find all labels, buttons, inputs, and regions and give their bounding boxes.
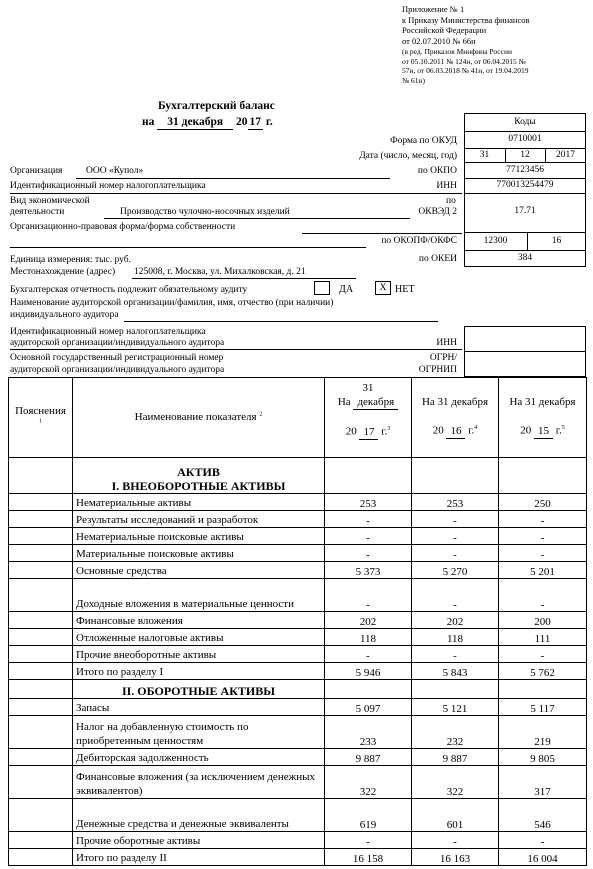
value-cell: - [325, 579, 412, 612]
value-cell [412, 680, 499, 699]
audit-mandatory-label: Бухгалтерская отчетность подлежит обязательному аудиту [10, 285, 248, 295]
org-value: ООО «Купол» [86, 166, 144, 176]
table-row [9, 579, 587, 612]
notes-cell [9, 562, 73, 579]
value-cell [499, 458, 587, 494]
notes-cell [9, 716, 73, 749]
section-asset-title: АКТИВ [177, 465, 220, 479]
value-cell: - [499, 579, 587, 612]
auditor-inn-label: Идентификационный номер налогоплательщика [10, 327, 206, 337]
table-row [9, 629, 587, 646]
appendix-edit-line: (в ред. Приказов Минфина России [402, 47, 512, 56]
okud-value: 0710001 [508, 134, 542, 145]
notes-cell [9, 699, 73, 716]
value-cell: 118 [325, 629, 412, 646]
auditor-ogrn-label-2: аудиторской организации/индивидуального аудитора [10, 365, 225, 375]
value-cell: - [412, 545, 499, 562]
unit-label: Единица измерения: тыс. руб. [10, 255, 131, 265]
value-cell: 601 [412, 799, 499, 832]
notes-cell [9, 749, 73, 766]
value-cell: 322 [412, 766, 499, 799]
auditor-name-label: Наименование аудиторской организации/фамилия, имя, отчество (при наличии) [10, 298, 334, 308]
date-month: 12 [520, 149, 530, 160]
notes-cell [9, 458, 73, 494]
table-row [9, 699, 587, 716]
value-cell: 5 843 [412, 663, 499, 680]
okud-label: Форма по ОКУД [390, 136, 457, 146]
value-cell: 5 097 [325, 699, 412, 716]
appendix-edit-line: от 05.10.2011 № 124н, от 06.04.2015 № [402, 56, 526, 66]
address-value: 125008, г. Москва, ул. Михалковская, д. 21 [134, 267, 306, 277]
value-cell [325, 680, 412, 699]
value-cell: - [499, 511, 587, 528]
okei-value: 384 [517, 253, 533, 264]
notes-cell [9, 646, 73, 663]
table-row [9, 545, 587, 562]
value-cell: - [412, 646, 499, 663]
address-label: Местонахождение (адрес) [10, 267, 116, 277]
row-label: Итого по разделу I [73, 663, 325, 680]
row-label: Денежные средства и денежные эквиваленты [73, 799, 325, 832]
table-row [9, 528, 587, 545]
value-cell: 322 [325, 766, 412, 799]
notes-cell [9, 799, 73, 832]
value-cell: 619 [325, 799, 412, 832]
row-label: Нематериальные поисковые активы [73, 528, 325, 545]
okfs-value: 16 [551, 235, 562, 246]
value-cell: 250 [499, 494, 587, 511]
value-cell: 9 887 [325, 749, 412, 766]
value-cell: - [412, 528, 499, 545]
inn-label: Идентификационный номер налогоплательщика [10, 181, 206, 191]
org-label: Организация [10, 166, 63, 176]
row-label: Материальные поисковые активы [73, 545, 325, 562]
audit-yes-checkbox[interactable] [314, 281, 330, 295]
notes-cell [9, 579, 73, 612]
col-prev-header: На 31 декабря 20 16 г.$^4$ [412, 378, 499, 458]
legal-form-label: Организационно-правовая форма/форма собственности [10, 222, 236, 232]
table-row [9, 663, 587, 680]
ogrn-code-label-2: ОГРНИП [418, 365, 457, 375]
value-cell: - [325, 646, 412, 663]
value-cell: 16 004 [499, 849, 587, 866]
notes-cell [9, 511, 73, 528]
col-name-header: Наименование показателя $^2$ [73, 378, 325, 458]
value-cell: 219 [499, 716, 587, 749]
table-row [9, 612, 587, 629]
okved-prefix: по [446, 196, 456, 206]
value-cell [325, 458, 412, 494]
value-cell: 16 158 [325, 849, 412, 866]
auditor-name-label-2: индивидуального аудитора [10, 310, 119, 320]
row-label: Дебиторская задолженность [73, 749, 325, 766]
value-cell: 5 270 [412, 562, 499, 579]
table-row [9, 832, 587, 849]
table-row [9, 799, 587, 832]
row-label: Запасы [73, 699, 325, 716]
table-row [9, 766, 587, 799]
section-1-title: I. ВНЕОБОРОТНЫЕ АКТИВЫ [111, 479, 286, 493]
row-label: Итого по разделу II [73, 849, 325, 866]
notes-cell [9, 629, 73, 646]
value-cell: - [412, 832, 499, 849]
date-day: 31 [479, 149, 490, 160]
row-label: Доходные вложения в материальные ценности [73, 579, 325, 612]
value-cell: - [325, 545, 412, 562]
value-cell: 111 [499, 629, 587, 646]
notes-cell [9, 766, 73, 799]
balance-table [8, 377, 587, 866]
inn-value: 770013254479 [496, 180, 554, 191]
audit-yes-label: ДА [339, 284, 354, 295]
table-row [9, 494, 587, 511]
value-cell: 202 [325, 612, 412, 629]
notes-cell [9, 612, 73, 629]
appendix-line: к Приказу Министерства финансов [402, 14, 530, 25]
section-row [9, 680, 587, 699]
value-cell: - [325, 528, 412, 545]
value-cell: 202 [412, 612, 499, 629]
appendix-block [402, 4, 529, 85]
row-label: Нематериальные активы [73, 494, 325, 511]
inn-code-label: ИНН [436, 181, 457, 191]
audit-no-label: НЕТ [395, 284, 415, 295]
col-current-header: 31 На декабря 20 17 г.$^3$ [325, 378, 412, 458]
value-cell: 253 [325, 494, 412, 511]
table-row [9, 749, 587, 766]
notes-cell [9, 680, 73, 699]
value-cell: 5 373 [325, 562, 412, 579]
okved-value: 17.71 [514, 205, 536, 216]
appendix-line: Приложение № 1 [402, 4, 465, 14]
page-title: Бухгалтерский баланс [158, 100, 275, 112]
okved-label: ОКВЭД 2 [418, 207, 457, 217]
appendix-line: от 02.07.2010 № 66н [402, 35, 476, 46]
row-label: Финансовые вложения [73, 612, 325, 629]
activity-value: Производство чулочно-носочных изделий [120, 207, 290, 217]
table-row [9, 511, 587, 528]
row-label: Прочие оборотные активы [73, 832, 325, 849]
okei-label: по ОКЕИ [418, 254, 457, 264]
auditor-inn-code: ИНН [436, 338, 457, 348]
appendix-edit-line: № 61н) [402, 75, 426, 85]
value-cell: 253 [412, 494, 499, 511]
section-row [9, 458, 587, 494]
value-cell: - [412, 511, 499, 528]
okpo-value: 77123456 [506, 164, 544, 175]
row-label: Прочие внеоборотные активы [73, 646, 325, 663]
okopf-value: 12300 [483, 235, 508, 246]
value-cell: - [325, 511, 412, 528]
row-label: Основные средства [73, 562, 325, 579]
col-prev2-header: На 31 декабря 20 15 г.$^5$ [499, 378, 587, 458]
value-cell: - [325, 832, 412, 849]
value-cell: 200 [499, 612, 587, 629]
ogrn-code-label: ОГРН/ [429, 353, 457, 363]
value-cell: 9 887 [412, 749, 499, 766]
notes-cell [9, 528, 73, 545]
value-cell: 317 [499, 766, 587, 799]
table-header-row [9, 378, 587, 458]
value-cell: - [499, 646, 587, 663]
value-cell: - [499, 832, 587, 849]
table-row [9, 646, 587, 663]
value-cell: 5 946 [325, 663, 412, 680]
table-row [9, 849, 587, 866]
notes-cell [9, 849, 73, 866]
notes-cell [9, 832, 73, 849]
activity-label-2: деятельности [10, 207, 65, 217]
notes-cell [9, 545, 73, 562]
audit-no-checkbox[interactable]: X [375, 281, 391, 295]
value-cell: 5 762 [499, 663, 587, 680]
activity-label: Вид экономической [10, 196, 90, 206]
value-cell: 5 121 [412, 699, 499, 716]
section-2-title: II. ОБОРОТНЫЕ АКТИВЫ [73, 680, 325, 699]
notes-cell [9, 494, 73, 511]
value-cell: 16 163 [412, 849, 499, 866]
value-cell: 233 [325, 716, 412, 749]
value-cell: - [412, 579, 499, 612]
value-cell: 232 [412, 716, 499, 749]
date-label: Дата (число, месяц, год) [359, 151, 457, 161]
value-cell [412, 458, 499, 494]
value-cell: 546 [499, 799, 587, 832]
auditor-ogrn-label: Основной государственный регистрационный номер [10, 353, 224, 363]
value-cell [499, 680, 587, 699]
codes-header: Коды [514, 116, 536, 127]
col-notes-header: Пояснения $^1$ [9, 378, 73, 458]
table-row [9, 716, 587, 749]
row-label: Отложенные налоговые активы [73, 629, 325, 646]
auditor-inn-label-2: аудиторской организации/индивидуального аудитора [10, 338, 225, 348]
value-cell: - [499, 528, 587, 545]
value-cell: 5 201 [499, 562, 587, 579]
value-cell: 9 805 [499, 749, 587, 766]
section-title [73, 458, 325, 494]
notes-cell [9, 663, 73, 680]
appendix-edit-line: 57н, от 06.03.2018 № 41н, от 19.04.2019 [402, 66, 529, 75]
appendix-line: Российской Федерации [402, 25, 487, 35]
row-label: Результаты исследований и разработок [73, 511, 325, 528]
row-label: Финансовые вложения (за исключением денежных эквивалентов) [73, 766, 325, 799]
value-cell: - [499, 545, 587, 562]
report-date: на 31 декабря 20 17 г. [142, 116, 273, 128]
okpo-label: по ОКПО [417, 166, 457, 176]
value-cell: 5 117 [499, 699, 587, 716]
date-year: 2017 [556, 149, 575, 160]
okopf-label: по ОКОПФ/ОКФС [381, 236, 457, 246]
table-row [9, 562, 587, 579]
value-cell: 118 [412, 629, 499, 646]
row-label: Налог на добавленную стоимость по приобретенным ценностям [73, 716, 325, 749]
